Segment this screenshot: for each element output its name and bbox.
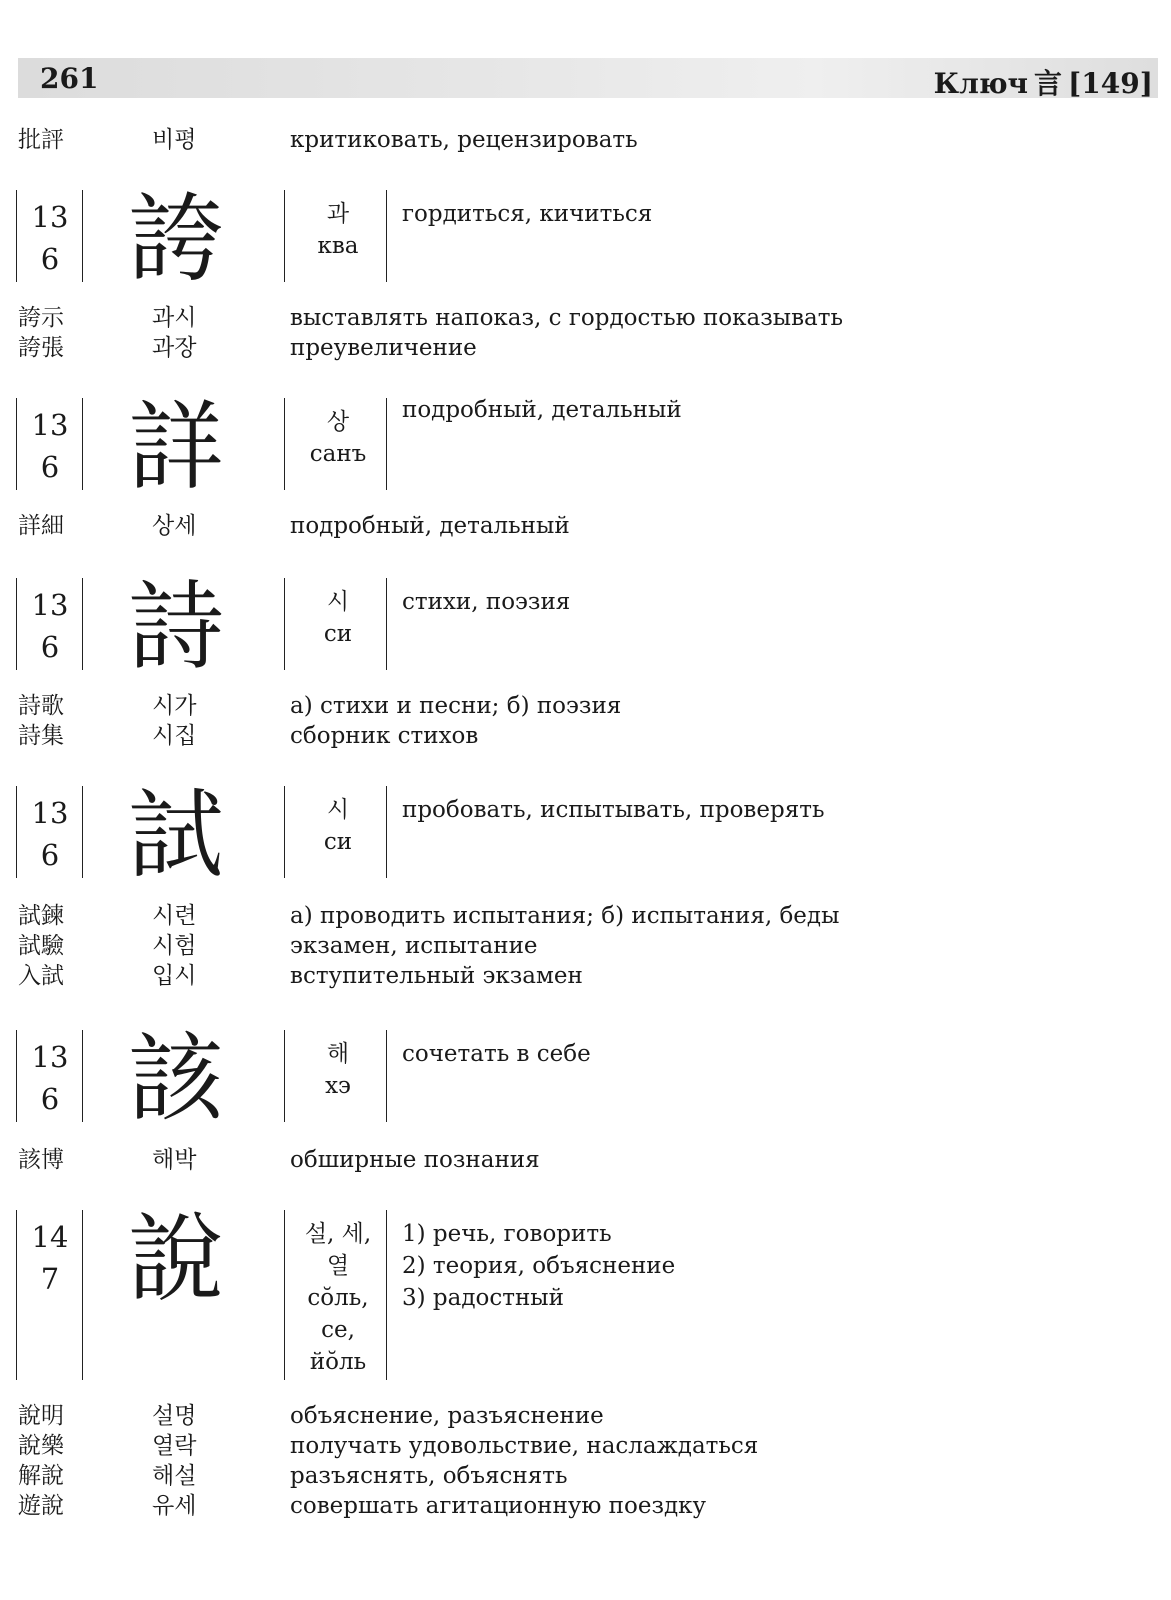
compound-hangul: 과시 xyxy=(152,305,197,331)
compound-hangul: 해박 xyxy=(152,1147,197,1173)
gloss-line: подробный, детальный xyxy=(402,397,682,423)
divider xyxy=(284,1030,285,1122)
compound-hangul: 시가 xyxy=(152,693,197,719)
divider xyxy=(82,786,83,878)
compound-hangul: 해설 xyxy=(152,1463,197,1489)
compound-row xyxy=(0,1400,1171,1432)
compound-hanja: 入試 xyxy=(18,963,64,989)
divider xyxy=(16,1030,17,1122)
compound-row xyxy=(0,1430,1171,1462)
reading-hangul: 설, 세, xyxy=(304,1221,372,1247)
compound-hanja: 試驗 xyxy=(18,933,64,959)
compound-hangul: 상세 xyxy=(152,513,197,539)
compound-row xyxy=(0,332,1171,364)
reading xyxy=(292,794,384,858)
divider xyxy=(16,398,17,490)
compound-row xyxy=(0,690,1171,722)
gloss xyxy=(402,794,824,826)
radical-char: 言 xyxy=(1034,67,1063,100)
compound-row xyxy=(0,1460,1171,1492)
stroke-counts xyxy=(22,1036,78,1120)
stroke-counts xyxy=(22,196,78,280)
compound-hangul: 설명 xyxy=(152,1403,197,1429)
divider xyxy=(16,1210,17,1380)
compound-row xyxy=(0,930,1171,962)
compound-meaning: а) проводить испытания; б) испытания, беды xyxy=(290,903,840,929)
divider xyxy=(386,1030,387,1122)
headword-char: 說 xyxy=(128,1203,224,1315)
divider xyxy=(82,398,83,490)
reading-hangul: 상 xyxy=(326,409,350,435)
reading-translit: си xyxy=(323,621,353,647)
compound-meaning: совершать агитационную поездку xyxy=(290,1493,707,1519)
dictionary-entry xyxy=(0,183,1171,295)
compound-meaning: критиковать, рецензировать xyxy=(290,127,638,153)
reading-hangul: 열 xyxy=(326,1253,350,1279)
compound-hangul: 유세 xyxy=(152,1493,197,1519)
compound-hangul: 입시 xyxy=(152,963,197,989)
compound-hangul: 과장 xyxy=(152,335,197,361)
compound-row xyxy=(0,302,1171,334)
stroke-total: 13 xyxy=(31,408,69,442)
stroke-total: 13 xyxy=(31,200,69,234)
radical-number: [149] xyxy=(1068,67,1153,100)
stroke-counts xyxy=(22,1216,78,1300)
gloss xyxy=(402,586,570,618)
headword-char: 詳 xyxy=(128,391,224,503)
compound-meaning: объяснение, разъяснение xyxy=(290,1403,604,1429)
compound-meaning: вступительный экзамен xyxy=(290,963,583,989)
gloss xyxy=(402,394,682,426)
compound-row xyxy=(0,510,1171,542)
dictionary-entry xyxy=(0,1203,1171,1380)
compound-hangul: 열락 xyxy=(152,1433,197,1459)
stroke-counts xyxy=(22,792,78,876)
divider xyxy=(386,786,387,878)
reading-translit: сŏль, xyxy=(307,1285,369,1311)
gloss-line: пробовать, испытывать, проверять xyxy=(402,797,825,823)
divider xyxy=(284,786,285,878)
compound-meaning: преувеличение xyxy=(290,335,477,361)
reading-translit: йŏль xyxy=(309,1349,367,1375)
compound-hanja: 說樂 xyxy=(18,1433,64,1459)
divider xyxy=(82,1210,83,1380)
stroke-extra: 6 xyxy=(40,242,60,276)
compound-hanja: 該博 xyxy=(18,1147,64,1173)
compound-meaning: выставлять напоказ, с гордостью показывать xyxy=(290,305,843,331)
compound-hangul: 시집 xyxy=(152,723,197,749)
gloss-line: гордиться, кичиться xyxy=(402,201,653,227)
stroke-extra: 6 xyxy=(40,450,60,484)
gloss-line: 3) радостный xyxy=(402,1285,564,1311)
dictionary-entry xyxy=(0,779,1171,891)
reading-translit: се, xyxy=(321,1317,355,1343)
stroke-counts xyxy=(22,584,78,668)
gloss-line: сочетать в себе xyxy=(402,1041,591,1067)
reading-translit: си xyxy=(323,829,353,855)
compound-hangul: 시험 xyxy=(152,933,197,959)
compound-meaning: сборник стихов xyxy=(290,723,479,749)
reading xyxy=(292,406,384,470)
compound-row xyxy=(0,720,1171,752)
compound-hanja: 誇示 xyxy=(18,305,64,331)
divider xyxy=(82,190,83,282)
reading-translit: хэ xyxy=(325,1073,351,1099)
gloss xyxy=(402,198,652,230)
divider xyxy=(16,190,17,282)
divider xyxy=(284,190,285,282)
compound-hanja: 說明 xyxy=(18,1403,64,1429)
radical-label: Ключ xyxy=(933,67,1029,100)
compound-hanja: 批評 xyxy=(18,127,64,153)
dictionary-entry xyxy=(0,571,1171,683)
stroke-counts xyxy=(22,404,78,488)
divider xyxy=(386,398,387,490)
divider xyxy=(82,1030,83,1122)
compound-row xyxy=(0,1490,1171,1522)
gloss-line: стихи, поэзия xyxy=(402,589,571,615)
compound-row xyxy=(0,124,1171,156)
divider xyxy=(386,1210,387,1380)
page-number: 261 xyxy=(40,62,99,95)
compound-hanja: 詳細 xyxy=(18,513,64,539)
divider xyxy=(284,398,285,490)
reading-hangul: 시 xyxy=(326,797,350,823)
stroke-total: 14 xyxy=(31,1220,69,1254)
radical-key xyxy=(928,62,1153,102)
gloss-line: 1) речь, говорить xyxy=(402,1221,612,1247)
reading xyxy=(292,198,384,262)
headword-char: 詩 xyxy=(128,571,224,683)
compound-hanja: 詩集 xyxy=(18,723,64,749)
divider xyxy=(284,578,285,670)
reading-hangul: 해 xyxy=(326,1041,350,1067)
compound-hanja: 遊說 xyxy=(18,1493,64,1519)
stroke-extra: 6 xyxy=(40,838,60,872)
divider xyxy=(284,1210,285,1380)
compound-hanja: 詩歌 xyxy=(18,693,64,719)
headword-char: 誇 xyxy=(128,183,224,295)
stroke-extra: 6 xyxy=(40,1082,60,1116)
divider xyxy=(386,190,387,282)
compound-hangul: 비평 xyxy=(152,127,197,153)
stroke-extra: 7 xyxy=(40,1262,60,1296)
gloss xyxy=(402,1038,591,1070)
compound-meaning: обширные познания xyxy=(290,1147,540,1173)
reading-hangul: 과 xyxy=(326,201,350,227)
gloss xyxy=(402,1218,675,1314)
headword-char: 該 xyxy=(128,1023,224,1135)
compound-meaning: экзамен, испытание xyxy=(290,933,538,959)
stroke-extra: 6 xyxy=(40,630,60,664)
divider xyxy=(16,578,17,670)
compound-row xyxy=(0,900,1171,932)
compound-hanja: 試鍊 xyxy=(18,903,64,929)
divider xyxy=(82,578,83,670)
compound-row xyxy=(0,1144,1171,1176)
compound-hanja: 解說 xyxy=(18,1463,64,1489)
reading xyxy=(292,586,384,650)
gloss-line: 2) теория, объяснение xyxy=(402,1253,676,1279)
divider xyxy=(16,786,17,878)
reading-hangul: 시 xyxy=(326,589,350,615)
reading-translit: санъ xyxy=(309,441,367,467)
dictionary-entry xyxy=(0,1023,1171,1135)
divider xyxy=(386,578,387,670)
compound-meaning: разъяснять, объяснять xyxy=(290,1463,568,1489)
stroke-total: 13 xyxy=(31,588,69,622)
dictionary-entry xyxy=(0,391,1171,503)
compound-meaning: подробный, детальный xyxy=(290,513,570,539)
compound-hangul: 시련 xyxy=(152,903,197,929)
reading xyxy=(292,1218,384,1378)
compound-row xyxy=(0,960,1171,992)
stroke-total: 13 xyxy=(31,1040,69,1074)
headword-char: 試 xyxy=(128,779,224,891)
compound-meaning: получать удовольствие, наслаждаться xyxy=(290,1433,759,1459)
reading xyxy=(292,1038,384,1102)
stroke-total: 13 xyxy=(31,796,69,830)
reading-translit: ква xyxy=(317,233,359,259)
compound-meaning: а) стихи и песни; б) поэзия xyxy=(290,693,622,719)
compound-hanja: 誇張 xyxy=(18,335,64,361)
